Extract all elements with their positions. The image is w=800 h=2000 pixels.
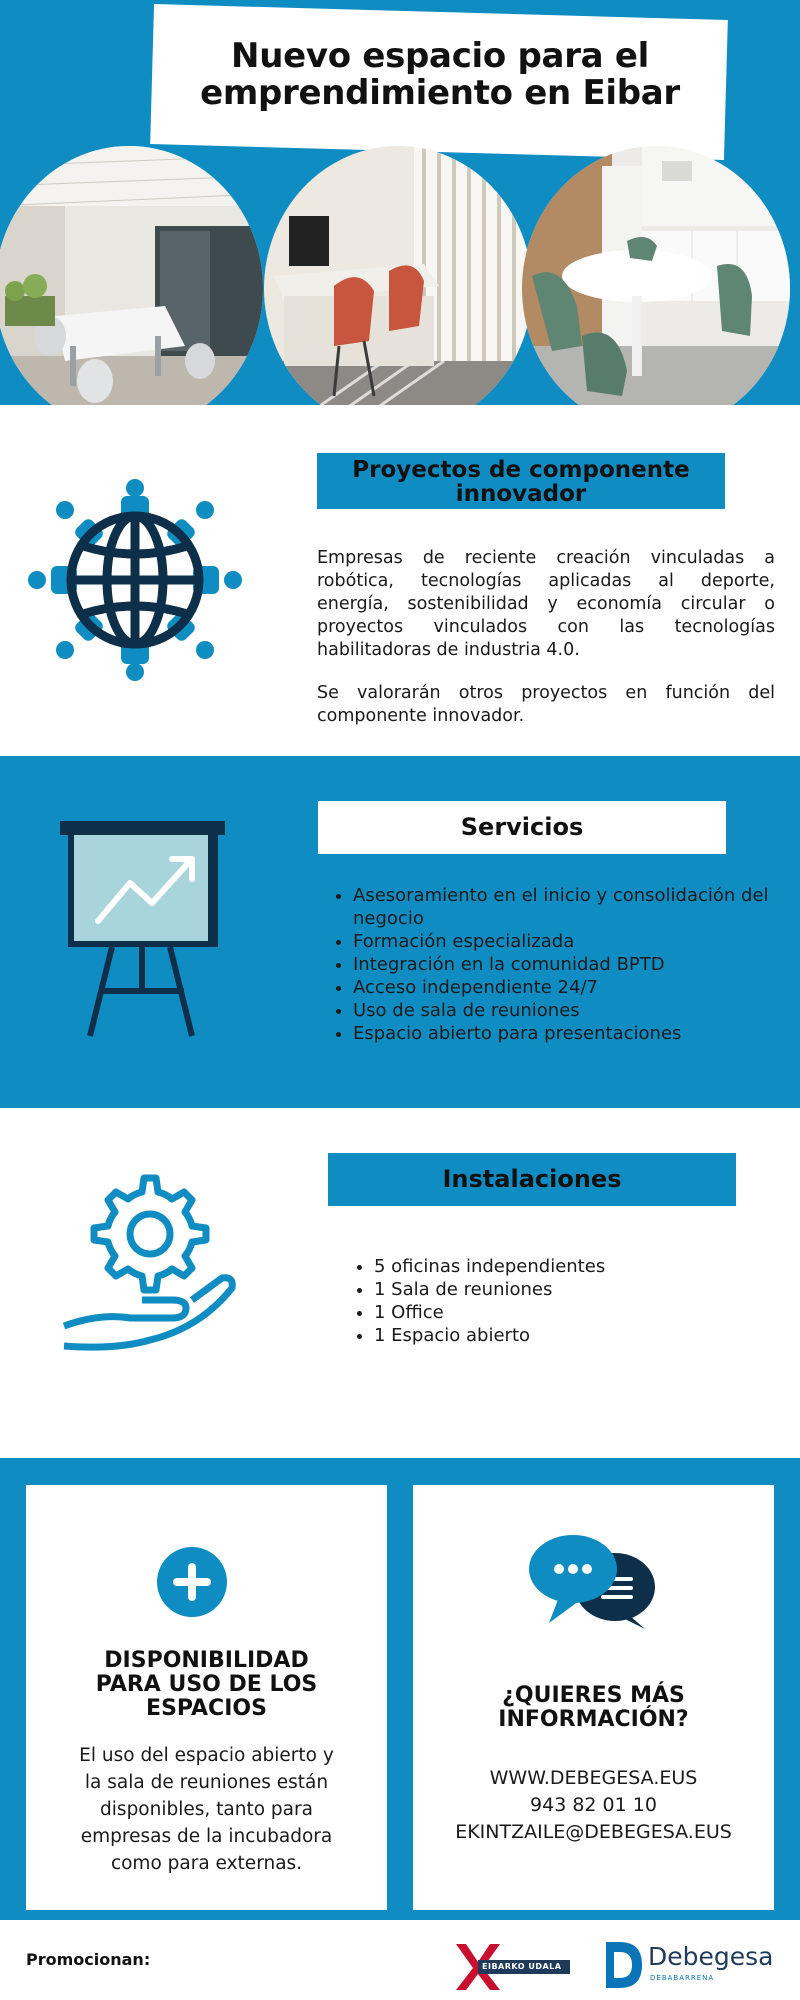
- servicios-list: [317, 884, 800, 1045]
- plus-circle-icon: [157, 1547, 227, 1617]
- card-disponibilidad: [26, 1485, 387, 1910]
- footer-label: Promocionan:: [26, 1950, 151, 1969]
- proyectos-p1-line: robótica, tecnologías aplicadas al deporte,: [317, 571, 775, 591]
- proyectos-p1-line: energía, sostenibilidad y economía circular o: [317, 594, 775, 614]
- instalaciones-heading-text: Instalaciones: [442, 1165, 622, 1193]
- eibarko-udala-logo: [452, 1942, 572, 1990]
- servicios-list-item: • Acceso independiente 24/7: [353, 976, 800, 999]
- servicios-list-item: • Integración en la comunidad BPTD: [353, 953, 800, 976]
- debegesa-logo-subtext: DEBABARRENA: [650, 1974, 715, 1982]
- photo-office-kitchen: [522, 146, 790, 431]
- disponibilidad-text-line: como para externas.: [110, 1853, 303, 1874]
- section-cards: [0, 1458, 800, 1920]
- instalaciones-list-item: • 1 Espacio abierto: [374, 1324, 774, 1347]
- presentation-chart-icon: [60, 821, 225, 1046]
- page-title: [130, 38, 750, 112]
- disponibilidad-title-line: DISPONIBILIDAD: [104, 1648, 309, 1673]
- email-link[interactable]: EKINTZAILE@DEBEGESA.EUS: [455, 1821, 732, 1843]
- servicios-list-item: • Espacio abierto para presentaciones: [353, 1022, 800, 1045]
- gear-hand-icon: [60, 1168, 240, 1353]
- proyectos-p1-line: proyectos vinculados con las tecnologías: [317, 617, 775, 637]
- disponibilidad-text: [36, 1742, 377, 1877]
- proyectos-paragraph-2: [317, 682, 775, 728]
- page-title-line-2: emprendimiento en Eibar: [200, 73, 680, 113]
- chat-bubbles-icon: [529, 1535, 657, 1630]
- globe-network-icon: [25, 470, 245, 690]
- servicios-list-item: • Formación especializada: [353, 930, 800, 953]
- instalaciones-list-item: • 1 Sala de reuniones: [374, 1278, 774, 1301]
- informacion-contacts: [418, 1765, 769, 1846]
- section-instalaciones: [0, 1108, 800, 1458]
- section-servicios: [0, 756, 800, 1108]
- photo-office-desk-chairs: [264, 146, 532, 431]
- servicios-heading-text: Servicios: [460, 813, 584, 841]
- proyectos-heading-line-1: Proyectos de componente: [352, 457, 690, 483]
- disponibilidad-text-line: empresas de la incubadora: [80, 1826, 333, 1847]
- website-link[interactable]: WWW.DEBEGESA.EUS: [489, 1767, 698, 1789]
- phone-number[interactable]: 943 82 01 10: [530, 1794, 657, 1816]
- card-informacion: [413, 1485, 774, 1910]
- proyectos-p1-line: habilitadoras de industria 4.0.: [317, 640, 580, 660]
- disponibilidad-title-line: PARA USO DE LOS: [95, 1672, 318, 1697]
- instalaciones-list-item: • 5 oficinas independientes: [374, 1255, 774, 1278]
- page-title-line-1: Nuevo espacio para el: [231, 36, 649, 76]
- instalaciones-list: [338, 1255, 774, 1347]
- servicios-heading: [318, 801, 726, 854]
- disponibilidad-title-line: ESPACIOS: [146, 1696, 267, 1721]
- proyectos-heading: [317, 453, 725, 509]
- proyectos-p1-line: Empresas de reciente creación vinculadas a: [317, 548, 775, 568]
- footer: [0, 1920, 800, 2000]
- instalaciones-list-item: • 1 Office: [374, 1301, 774, 1324]
- eibarko-udala-logo-text: EIBARKO UDALA: [482, 1962, 562, 1971]
- proyectos-heading-line-2: innovador: [455, 481, 587, 507]
- disponibilidad-title: [36, 1649, 377, 1721]
- informacion-title: [423, 1684, 764, 1732]
- section-proyectos: [0, 405, 800, 756]
- disponibilidad-text-line: disponibles, tanto para: [100, 1799, 313, 1820]
- disponibilidad-text-line: la sala de reuniones están: [84, 1772, 329, 1793]
- informacion-title-line: ¿QUIERES MÁS: [502, 1683, 685, 1708]
- instalaciones-heading: [328, 1153, 736, 1206]
- proyectos-p2-line: Se valorarán otros proyectos en función del: [317, 683, 775, 703]
- debegesa-logo-text: Debegesa: [648, 1942, 774, 1971]
- proyectos-p2-line: componente innovador.: [317, 706, 525, 726]
- proyectos-paragraph-1: [317, 547, 775, 662]
- photo-office-open-space: [0, 146, 263, 431]
- servicios-list-item: • Asesoramiento en el inicio y consolidación del negocio: [353, 884, 800, 930]
- disponibilidad-text-line: El uso del espacio abierto y: [79, 1745, 334, 1766]
- informacion-title-line: INFORMACIÓN?: [498, 1707, 689, 1732]
- servicios-list-item: • Uso de sala de reuniones: [353, 999, 800, 1022]
- debegesa-logo: [600, 1938, 780, 1994]
